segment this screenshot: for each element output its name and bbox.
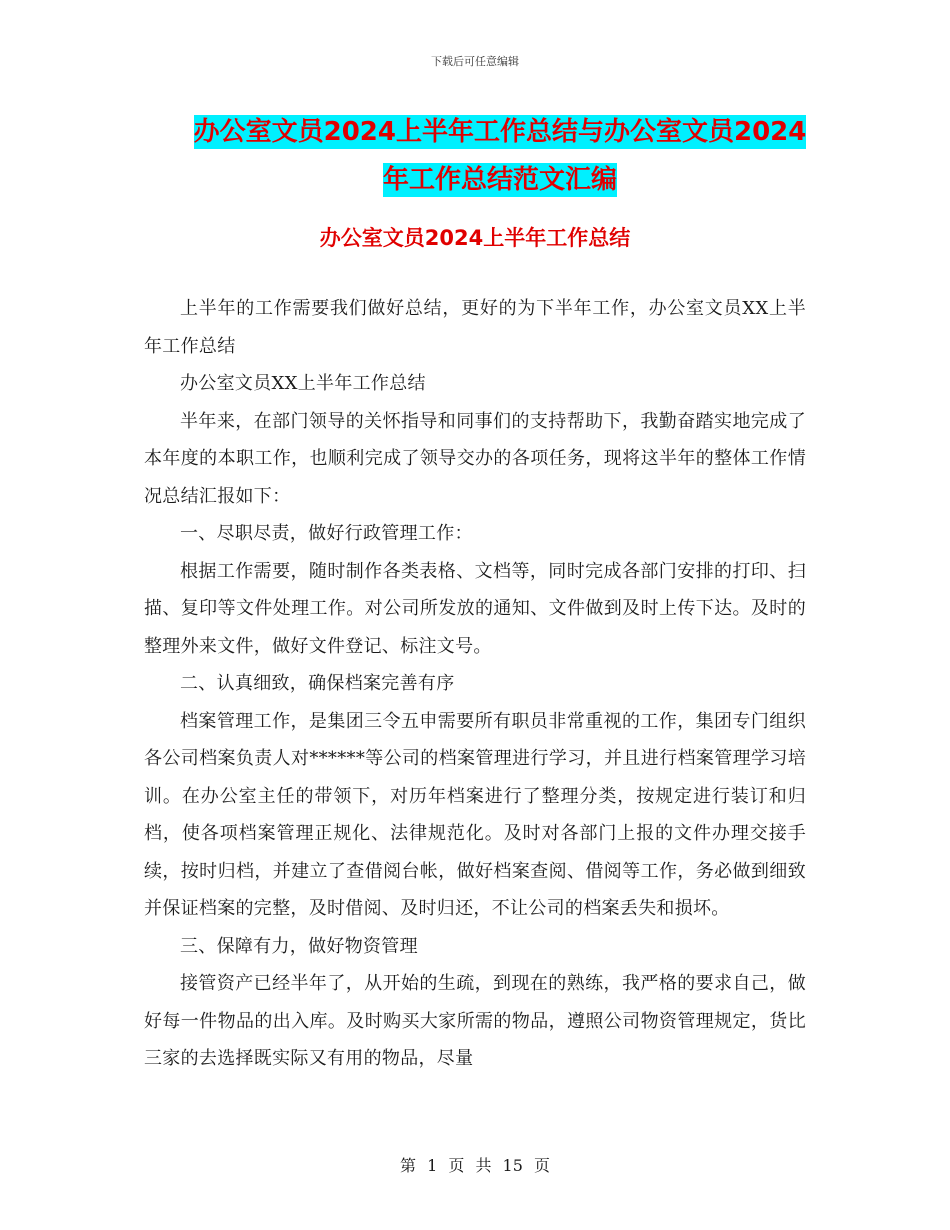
paragraph-overview: 半年来，在部门领导的关怀指导和同事们的支持帮助下，我勤奋踏实地完成了本年度的本职工作，也顺利完成了领导交办的各项任务，现将这半年的整体工作情况总结汇报如下：	[144, 410, 806, 507]
heading-section-2: 二、认真细致，确保档案完善有序	[180, 673, 455, 694]
document-body	[144, 290, 806, 1078]
section-title: 办公室文员2024上半年工作总结	[319, 226, 631, 250]
header-note: 下载后可任意编辑	[431, 55, 519, 68]
paragraph-section-2: 档案管理工作，是集团三令五申需要所有职员非常重视的工作，集团专门组织各公司档案负责人对******等公司的档案管理进行学习，并且进行档案管理学习培训。在办公室主任的带领下，对历年档案进行了整理分类，按规定进行装订和归档，使各项档案管理正规化、法律规范化。及时对各部门上报的文件办理交接手续，按时归档，并建立了查借阅台帐，做好档案查阅、借阅等工作，务必做到细致并保证档案的完整，及时借阅、及时归还，不让公司的档案丢失和损坏。	[144, 710, 806, 919]
heading-section-3: 三、保障有力，做好物资管理	[180, 935, 418, 957]
document-title-line-1: 办公室文员2024上半年工作总结与办公室文员2024	[193, 117, 807, 147]
document-title-line-2: 年工作总结范文汇编	[382, 165, 617, 195]
paragraph-section-3: 接管资产已经半年了，从开始的生疏，到现在的熟练，我严格的要求自己，做好每一件物品的出入库。及时购买大家所需的物品，遵照公司物资管理规定，货比三家的去选择既实际又有用的物品，尽量	[144, 973, 806, 1069]
paragraph-section-1: 根据工作需要，随时制作各类表格、文档等，同时完成各部门安排的打印、扫描、复印等文件处理工作。对公司所发放的通知、文件做到及时上传下达。及时的整理外来文件，做好文件登记、标注文号。	[144, 560, 806, 657]
paragraph-subtitle: 办公室文员XX上半年工作总结	[180, 373, 426, 394]
paragraph-intro: 上半年的工作需要我们做好总结，更好的为下半年工作，办公室文员XX上半年工作总结	[144, 298, 806, 357]
document-title	[150, 108, 850, 204]
heading-section-1: 一、尽职尽责，做好行政管理工作：	[180, 523, 473, 544]
page-number-footer: 第 1 页 共 15 页	[400, 1156, 550, 1175]
